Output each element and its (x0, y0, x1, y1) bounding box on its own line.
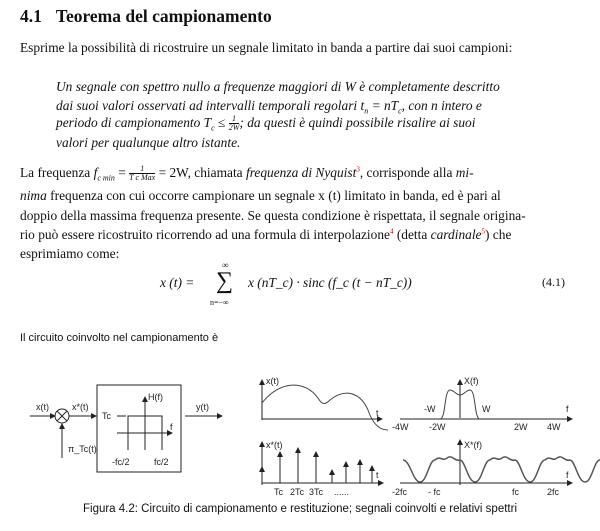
label-x-star: x*(t) (72, 402, 89, 412)
paragraph-line: doppio della massima frequenza presente. Se questa condizione è rispettata, il segnale origina- (20, 208, 526, 223)
label-xt: x(t) (266, 376, 279, 386)
paragraph-line: nima frequenza con cui occorre campionare un segnale x (t) limitato in banda, ed è pari al (20, 188, 501, 203)
equation-rhs: x (nT_c) · sinc (f_c (t − nT_c)) (248, 275, 412, 290)
sampling-figure (0, 370, 600, 502)
label-minus-fc: - fc (428, 487, 441, 497)
label-minus-fc2: -fc/2 (112, 457, 130, 467)
sum-symbol: ∑ (216, 268, 234, 294)
theorem-line: valori per qualunque altro istante. (56, 135, 241, 150)
label-minus-2fc: -2fc (392, 487, 408, 497)
label-fc2: fc/2 (154, 457, 169, 467)
label-minus-W: -W (424, 404, 436, 414)
circuit-intro: Il circuito coinvolto nel campionamento è (20, 332, 219, 344)
equation-number: (4.1) (542, 275, 565, 289)
label-dots: ...... (334, 487, 350, 497)
label-minus-4W: -4W (392, 422, 409, 432)
paragraph-line: rio può essere ricostruito ricorrendo ad una formula di interpolazione$^4$ (detta cardinale$^5$) che (20, 227, 512, 242)
theorem-line: Un segnale con spettro nullo a frequenze maggiori di W è completamente descritto (56, 79, 500, 94)
label-Tc1: Tc (274, 487, 283, 497)
theorem-line: periodo di campionamento $T_c$ ≤ $\frac{1}{2W}$ ; da questi è quindi possibile risalire ai suoi (56, 114, 476, 133)
label-t2: t (376, 470, 379, 480)
label-4W: 4W (547, 422, 561, 432)
section-title: Teorema del campionamento (55, 6, 272, 26)
label-pulse-train: π_Tc(t) (68, 444, 97, 454)
theorem-line: dai suoi valori osservati ad intervalli temporali regolari $t_n = nT_c$, con n intero e (56, 98, 482, 116)
label-2Tc: 2Tc (290, 487, 305, 497)
label-f-axis2: f (566, 470, 569, 480)
label-2fc: 2fc (547, 487, 560, 497)
label-x-in: x(t) (36, 402, 49, 412)
label-H: H(f) (148, 392, 163, 402)
section-heading (20, 6, 272, 27)
label-W: W (482, 404, 491, 414)
label-minus-2W: -2W (429, 422, 446, 432)
equation (160, 258, 580, 310)
label-f: f (170, 422, 173, 432)
label-X-star-f: X*(f) (464, 440, 482, 450)
label-3Tc: 3Tc (309, 487, 324, 497)
label-f-axis: f (566, 404, 569, 414)
section-number: 4.1 (20, 6, 42, 26)
sum-lower: n=−∞ (210, 298, 229, 307)
sum-upper: ∞ (222, 260, 229, 270)
intro-sentence: Esprime la possibilità di ricostruire un segnale limitato in banda a partire dai suoi campioni: (20, 40, 513, 55)
paragraph-line: La frequenza $f_{c min}$ = $\frac{1}{\text{T c Max}}$ = 2W, chiamata frequenza di Nyquist$^3$, corrisponde alla mi- (20, 164, 474, 183)
label-t: t (376, 408, 379, 418)
label-Xf: X(f) (464, 376, 479, 386)
label-x-star-t: x*(t) (266, 440, 283, 450)
figure-caption: Figura 4.2: Circuito di campionamento e restituzione; segnali coinvolti e relativi spettri (82, 503, 517, 515)
label-Tc: Tc (102, 411, 111, 421)
label-y: y(t) (196, 402, 209, 412)
label-2W: 2W (514, 422, 528, 432)
label-fc: fc (512, 487, 520, 497)
equation-lhs: x (t) = (160, 275, 195, 290)
paragraph-line: esprimiamo come: (20, 246, 120, 261)
